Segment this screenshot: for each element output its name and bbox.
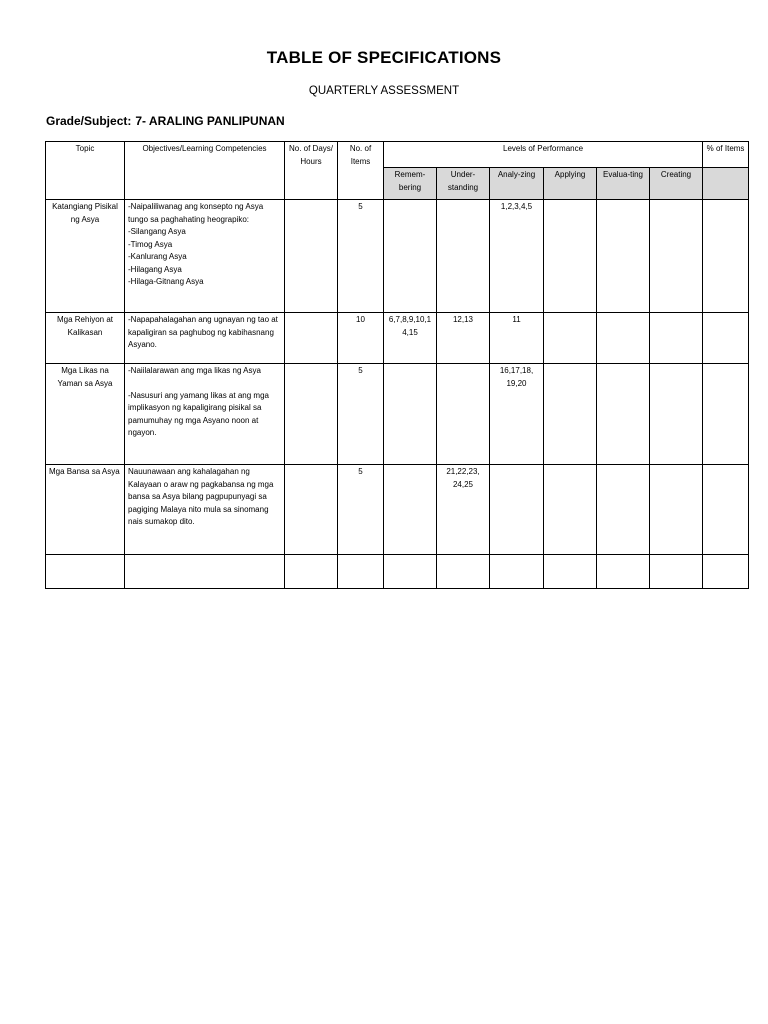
topic-cell: Mga Bansa sa Asya xyxy=(46,465,125,555)
header-applying: Applying xyxy=(544,168,597,200)
table-row xyxy=(46,313,749,364)
grade-subject-label: Grade/Subject: xyxy=(46,114,132,128)
items-cell: 5 xyxy=(338,465,384,555)
evaluating-cell xyxy=(597,313,650,364)
remembering-cell: 6,7,8,9,10,14,15 xyxy=(384,313,437,364)
objective-spacer xyxy=(128,378,281,390)
header-percent: % of Items xyxy=(703,142,749,168)
creating-cell xyxy=(650,364,703,465)
understanding-cell: 21,22,23, 24,25 xyxy=(437,465,490,555)
header-creating: Creating xyxy=(650,168,703,200)
objective-text: -Napapahalagahan ang ugnayan ng tao at kapaligiran sa paghubog ng kabihasnang Asyano. xyxy=(128,315,278,349)
header-levels: Levels of Performance xyxy=(384,142,703,168)
table-row xyxy=(46,465,749,555)
evaluating-cell xyxy=(597,465,650,555)
evaluating-cell xyxy=(597,555,650,589)
header-topic: Topic xyxy=(46,142,125,200)
items-cell: 5 xyxy=(338,200,384,313)
analyzing-cell xyxy=(490,555,544,589)
items-cell: 10 xyxy=(338,313,384,364)
items-cell xyxy=(338,555,384,589)
header-evaluating: Evalua-ting xyxy=(597,168,650,200)
remembering-cell xyxy=(384,465,437,555)
header-objectives: Objectives/Learning Competencies xyxy=(125,142,285,200)
objective-text: -Hilagang Asya xyxy=(128,264,182,274)
understanding-cell: 12,13 xyxy=(437,313,490,364)
header-days: No. of Days/ Hours xyxy=(285,142,338,200)
applying-cell xyxy=(544,555,597,589)
analyzing-cell: 1,2,3,4,5 xyxy=(490,200,544,313)
objective-text: -Naipaliliwanag ang konsepto ng Asya tungo sa paghahating heograpiko: xyxy=(128,202,264,224)
days-cell xyxy=(285,313,338,364)
objective-text: Nauunawaan ang kahalagahan ng Kalayaan o araw ng pagkabansa ng mga bansa sa Asya bilang pagpupunyagi sa pagiging Malaya nito mula sa sinomang nais sumakop dito. xyxy=(128,467,274,526)
remembering-cell xyxy=(384,200,437,313)
grade-subject-value: 7- ARALING PANLIPUNAN xyxy=(135,114,285,128)
table-row xyxy=(46,364,749,465)
days-cell xyxy=(285,364,338,465)
percent-cell xyxy=(703,313,749,364)
header-items: No. of Items xyxy=(338,142,384,200)
page-subtitle: QUARTERLY ASSESSMENT xyxy=(308,85,460,97)
creating-cell xyxy=(650,200,703,313)
objectives-cell xyxy=(125,465,285,555)
header-percent-blank xyxy=(703,168,749,200)
objectives-cell xyxy=(125,313,285,364)
understanding-cell xyxy=(437,555,490,589)
topic-cell: Mga Rehiyon at Kalikasan xyxy=(46,313,125,364)
evaluating-cell xyxy=(597,364,650,465)
objectives-cell xyxy=(125,555,285,589)
table-row xyxy=(46,555,749,589)
remembering-cell xyxy=(384,555,437,589)
creating-cell xyxy=(650,313,703,364)
table-row xyxy=(46,200,749,313)
header-understanding: Under-standing xyxy=(437,168,490,200)
creating-cell xyxy=(650,555,703,589)
page-title: TABLE OF SPECIFICATIONS xyxy=(266,48,502,67)
analyzing-cell: 11 xyxy=(490,313,544,364)
percent-cell xyxy=(703,555,749,589)
percent-cell xyxy=(703,465,749,555)
objective-text: -Nasusuri ang yamang likas at ang mga implikasyon ng kapaligirang pisikal sa pamumuhay ng mga Asyano noon at ngayon. xyxy=(128,390,269,437)
objective-text: -Kanlurang Asya xyxy=(128,252,187,261)
days-cell xyxy=(285,555,338,589)
analyzing-cell: 16,17,18, 19,20 xyxy=(490,364,544,465)
header-analyzing: Analy-zing xyxy=(490,168,544,200)
objectives-cell xyxy=(125,364,285,465)
topic-cell: Katangiang Pisikal ng Asya xyxy=(46,200,125,313)
objectives-cell xyxy=(125,200,285,313)
grade-subject-line xyxy=(46,114,285,128)
objective-text: -Naiilalarawan ang mga likas ng Asya xyxy=(128,366,261,375)
percent-cell xyxy=(703,200,749,313)
topic-cell: Mga Likas na Yaman sa Asya xyxy=(46,364,125,465)
evaluating-cell xyxy=(597,200,650,313)
applying-cell xyxy=(544,465,597,555)
topic-cell xyxy=(46,555,125,589)
understanding-cell xyxy=(437,364,490,465)
remembering-cell xyxy=(384,364,437,465)
applying-cell xyxy=(544,364,597,465)
objective-text: -Hilaga-Gitnang Asya xyxy=(128,277,204,286)
applying-cell xyxy=(544,313,597,364)
specifications-table xyxy=(45,141,749,589)
creating-cell xyxy=(650,465,703,555)
days-cell xyxy=(285,465,338,555)
analyzing-cell xyxy=(490,465,544,555)
understanding-cell xyxy=(437,200,490,313)
applying-cell xyxy=(544,200,597,313)
header-remembering: Remem-bering xyxy=(384,168,437,200)
percent-cell xyxy=(703,364,749,465)
items-cell: 5 xyxy=(338,364,384,465)
days-cell xyxy=(285,200,338,313)
objective-text: -Silangang Asya xyxy=(128,227,186,236)
objective-text: -Timog Asya xyxy=(128,239,173,249)
